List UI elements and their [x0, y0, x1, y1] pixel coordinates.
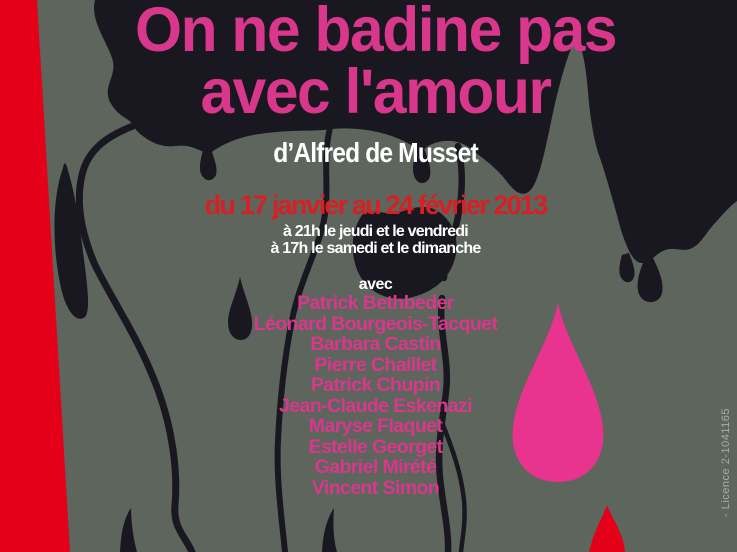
cast-member: Vincent Simon	[311, 476, 440, 499]
schedule-line-2: à 17h le samedi et le dimanche	[270, 240, 481, 257]
cast-member: Jean-Claude Eskenazi	[279, 394, 472, 417]
title-line-1: On ne badine pas	[134, 0, 617, 65]
grass-blade-left	[120, 508, 137, 552]
grass-blade-center	[322, 508, 337, 552]
poster-title	[28, 0, 722, 127]
cast-member: Estelle Georget	[308, 435, 443, 458]
licence-text: - Licence 2-1041165	[720, 408, 732, 517]
cast-intro: avec	[358, 276, 393, 293]
title-line-2: avec l'amour	[200, 57, 551, 127]
cast-member: Barbara Castin	[310, 333, 441, 355]
cast-member: Patrick Chupin	[310, 374, 441, 396]
cast-list	[14, 293, 737, 498]
cast-member: Gabriel Mirété	[314, 456, 437, 478]
cast-member: Léonard Bourgeois-Tacquet	[253, 312, 498, 335]
red-drop	[589, 505, 625, 552]
cast-member: Patrick Bethbeder	[297, 292, 454, 314]
cast-member: Pierre Chaillet	[314, 353, 437, 376]
author-line: d’Alfred de Musset	[273, 137, 478, 168]
cast-member: Maryse Flaquet	[308, 415, 443, 437]
schedule-line-1: à 21h le jeudi et le vendredi	[283, 223, 468, 240]
dates-line: du 17 janvier au 24 février 2013	[204, 190, 547, 220]
